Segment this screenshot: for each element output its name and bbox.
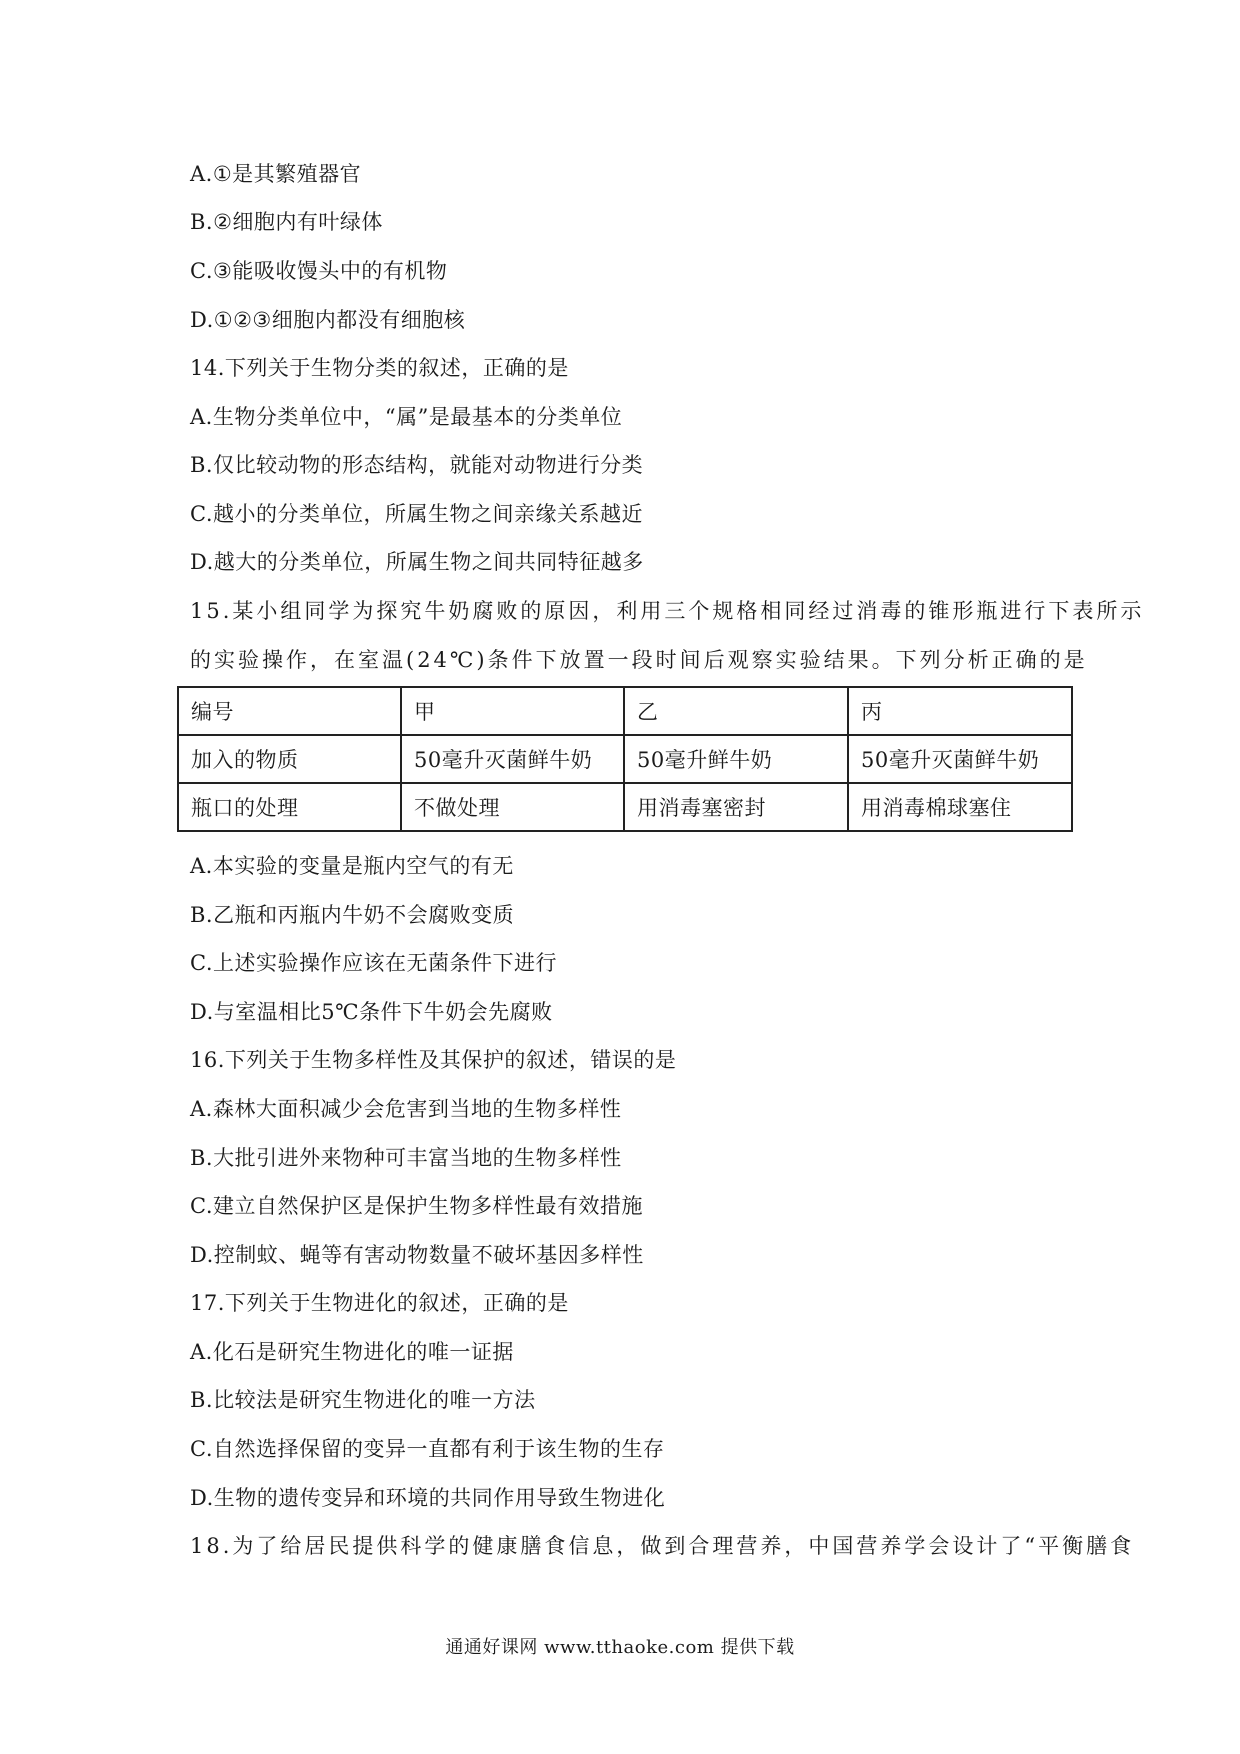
q17-option-d: D.生物的遗传变异和环境的共同作用导致生物进化 xyxy=(190,1486,666,1510)
q14-option-a: A.生物分类单位中，“属”是最基本的分类单位 xyxy=(190,405,623,429)
q14-stem: 14.下列关于生物分类的叙述，正确的是 xyxy=(190,356,569,380)
table-cell: 丙 xyxy=(848,687,1072,735)
q17-option-c: C.自然选择保留的变异一直都有利于该生物的生存 xyxy=(190,1437,665,1461)
q18-stem: 18.为了给居民提供科学的健康膳食信息，做到合理营养，中国营养学会设计了“平衡膳食 xyxy=(190,1534,1135,1558)
table-cell: 50毫升鲜牛奶 xyxy=(624,735,848,783)
table-cell: 瓶口的处理 xyxy=(178,783,401,831)
q15-option-c: C.上述实验操作应该在无菌条件下进行 xyxy=(190,951,557,975)
q14-option-b: B.仅比较动物的形态结构，就能对动物进行分类 xyxy=(190,453,644,477)
table-cell: 50毫升灭菌鲜牛奶 xyxy=(848,735,1072,783)
q17-option-b: B.比较法是研究生物进化的唯一方法 xyxy=(190,1388,536,1412)
table-cell: 甲 xyxy=(401,687,624,735)
experiment-table xyxy=(177,686,1073,832)
q16-option-c: C.建立自然保护区是保护生物多样性最有效措施 xyxy=(190,1194,643,1218)
table-cell: 乙 xyxy=(624,687,848,735)
table-cell: 不做处理 xyxy=(401,783,624,831)
q14-option-c: C.越小的分类单位，所属生物之间亲缘关系越近 xyxy=(190,502,643,526)
q15-option-a: A.本实验的变量是瓶内空气的有无 xyxy=(190,854,514,878)
table-cell: 50毫升灭菌鲜牛奶 xyxy=(401,735,624,783)
q13-option-a: A.①是其繁殖器官 xyxy=(190,162,362,186)
table-row xyxy=(178,687,1072,735)
table-cell: 编号 xyxy=(178,687,401,735)
q13-option-c: C.③能吸收馒头中的有机物 xyxy=(190,259,448,283)
q16-option-b: B.大批引进外来物种可丰富当地的生物多样性 xyxy=(190,1146,622,1170)
table-cell: 用消毒塞密封 xyxy=(624,783,848,831)
q14-option-d: D.越大的分类单位，所属生物之间共同特征越多 xyxy=(190,550,644,574)
q13-option-b: B.②细胞内有叶绿体 xyxy=(190,210,383,234)
q15-stem-line-1: 15.某小组同学为探究牛奶腐败的原因，利用三个规格相同经过消毒的锥形瓶进行下表所示 xyxy=(190,599,1145,623)
q13-option-d: D.①②③细胞内都没有细胞核 xyxy=(190,308,466,332)
q15-stem-line-2: 的实验操作，在室温(24℃)条件下放置一段时间后观察实验结果。下列分析正确的是 xyxy=(190,648,1088,672)
q17-stem: 17.下列关于生物进化的叙述，正确的是 xyxy=(190,1291,569,1315)
page-footer: 通通好课网 www.tthaoke.com 提供下载 xyxy=(445,1637,795,1658)
table-cell: 加入的物质 xyxy=(178,735,401,783)
q15-option-b: B.乙瓶和丙瓶内牛奶不会腐败变质 xyxy=(190,903,515,927)
q16-option-d: D.控制蚊、蝇等有害动物数量不破坏基因多样性 xyxy=(190,1243,644,1267)
table-row xyxy=(178,783,1072,831)
table-row xyxy=(178,735,1072,783)
q16-option-a: A.森林大面积减少会危害到当地的生物多样性 xyxy=(190,1097,622,1121)
table-cell: 用消毒棉球塞住 xyxy=(848,783,1072,831)
q15-option-d: D.与室温相比5℃条件下牛奶会先腐败 xyxy=(190,1000,553,1024)
q16-stem: 16.下列关于生物多样性及其保护的叙述，错误的是 xyxy=(190,1048,677,1072)
q17-option-a: A.化石是研究生物进化的唯一证据 xyxy=(190,1340,514,1364)
